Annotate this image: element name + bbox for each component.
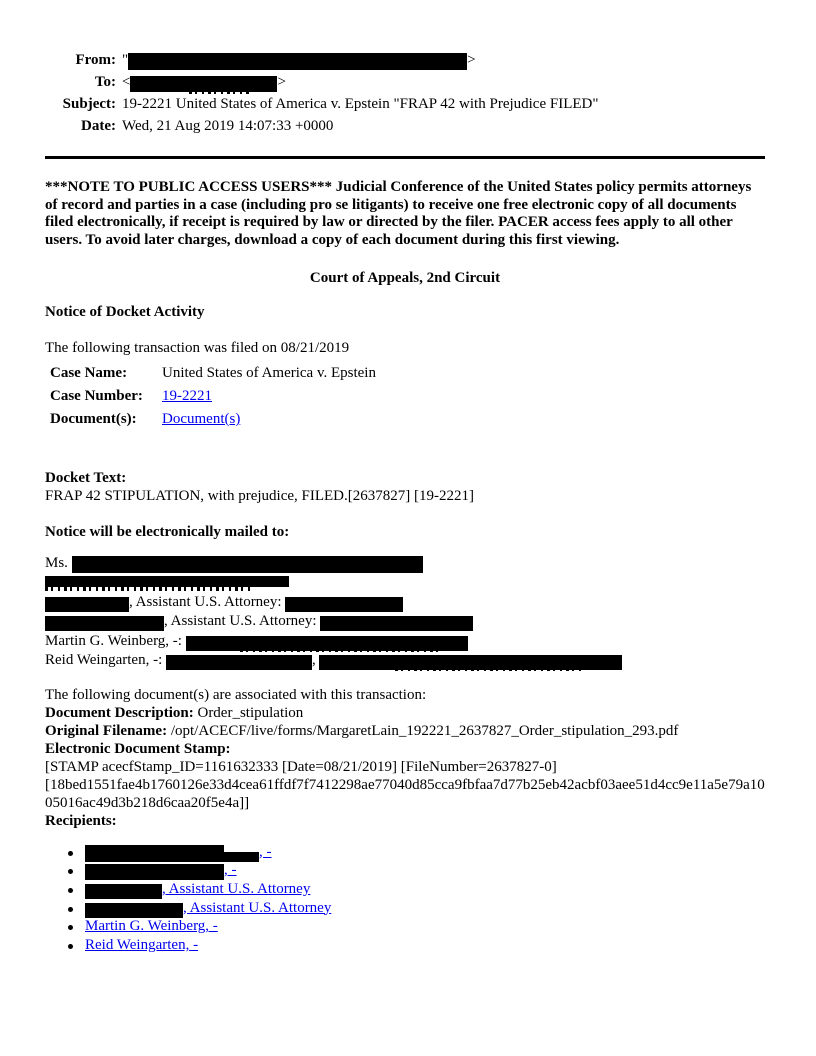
from-value: [121, 49, 766, 71]
stamp-label: Electronic Document Stamp:: [45, 740, 231, 757]
original-filename-line: [45, 722, 767, 740]
case-number-link[interactable]: 19-2221: [162, 388, 212, 404]
recipient-item: [45, 917, 766, 936]
redaction-bar-from: [128, 53, 467, 70]
email-header: [45, 49, 766, 137]
to-label: To:: [94, 74, 116, 90]
to-suffix: >: [277, 74, 286, 90]
case-name-label: Case Name:: [50, 365, 128, 381]
from-suffix: >: [467, 52, 476, 68]
documents-label: Document(s):: [50, 411, 137, 427]
bullet-icon: [68, 944, 73, 949]
mailed-to-heading: Notice will be electronically mailed to:: [45, 524, 290, 540]
redaction-bar: [45, 616, 164, 631]
mailed-line-4: [45, 612, 766, 632]
transaction-line: The following transaction was filed on 08/21/2019: [45, 340, 350, 356]
case-number-cell: [162, 385, 766, 408]
mailed-to-list: [45, 554, 766, 671]
redacted-text-remnant: [395, 667, 585, 671]
date-label: Date:: [81, 118, 116, 134]
redaction-bar: [320, 616, 473, 631]
redaction-bar: [72, 556, 423, 573]
redaction-bar: [166, 655, 312, 670]
mailed-line-6-separator: ,: [311, 652, 320, 668]
recipient-item: [45, 899, 766, 918]
to-value: [121, 71, 766, 93]
horizontal-rule: [45, 156, 765, 159]
documents-intro: The following document(s) are associated with this transaction:: [45, 686, 427, 703]
documents-section: [45, 686, 767, 830]
stamp-hash: [18bed1551fae4b1760126e33d4cea61ffdf7f7412298ae77040d85cca9fbfaa7d77b25eb42acbf03aee51d4cc9e11a5e79a1005016ac49d3b218d6caa20f5e4a]]: [45, 776, 765, 811]
from-label: From:: [75, 52, 116, 68]
document-description-label: Document Description:: [45, 704, 194, 721]
date-value: Wed, 21 Aug 2019 14:07:33 +0000: [122, 118, 334, 134]
documents-cell: [162, 408, 766, 431]
docket-text-body: FRAP 42 STIPULATION, with prejudice, FILED.[2637827] [19-2221]: [45, 488, 474, 504]
mailed-line-6-prefix: Reid Weingarten, -:: [45, 652, 166, 668]
recipient-item: [45, 861, 766, 880]
subject-label: Subject:: [62, 96, 116, 112]
case-info-table: [50, 362, 766, 431]
redaction-bar: [45, 576, 289, 587]
docket-text-heading: Docket Text:: [45, 470, 127, 486]
original-filename-label: Original Filename:: [45, 722, 168, 739]
recipients-list: [45, 843, 766, 955]
recipient-link[interactable]: Martin G. Weinberg, -: [85, 918, 218, 935]
from-prefix: ": [122, 52, 129, 68]
recipient-link[interactable]: , Assistant U.S. Attorney: [183, 899, 332, 916]
recipients-heading: Recipients:: [45, 812, 117, 829]
redaction-bar: [85, 845, 224, 862]
redaction-bar: [85, 864, 224, 880]
bullet-icon: [68, 925, 73, 930]
court-title: Court of Appeals, 2nd Circuit: [309, 270, 501, 286]
redaction-bar: [85, 884, 162, 899]
recipient-link[interactable]: Reid Weingarten, -: [85, 937, 199, 954]
mailed-line-6: [45, 651, 766, 671]
mailed-line-5: [45, 632, 766, 652]
case-name-value: United States of America v. Epstein: [162, 365, 376, 381]
mailed-line-1-prefix: Ms.: [45, 555, 72, 571]
redacted-text-remnant: [45, 587, 253, 591]
bullet-icon: [68, 869, 73, 874]
bullet-icon: [68, 851, 73, 856]
bullet-icon: [68, 907, 73, 912]
mailed-line-3: [45, 593, 766, 613]
redaction-bar: [285, 597, 403, 612]
mailed-line-4-text: , Assistant U.S. Attorney:: [164, 613, 321, 629]
case-number-label: Case Number:: [50, 388, 143, 404]
document-description-line: [45, 704, 767, 722]
original-filename-value: /opt/ACECF/live/forms/MargaretLain_192221_2637827_Order_stipulation_293.pdf: [167, 722, 679, 739]
redaction-bar: [224, 852, 259, 862]
mailed-line-5-prefix: Martin G. Weinberg, -:: [45, 632, 186, 649]
mailed-line-2: [45, 574, 766, 593]
redaction-bar: [45, 597, 129, 612]
stamp-line-1: [STAMP acecfStamp_ID=1161632333 [Date=08/21/2019] [FileNumber=2637827-0]: [45, 758, 557, 775]
recipient-item: [45, 843, 766, 862]
recipient-link[interactable]: , -: [224, 862, 237, 879]
subject-value: 19-2221 United States of America v. Epstein "FRAP 42 with Prejudice FILED": [122, 96, 599, 112]
public-access-note: ***NOTE TO PUBLIC ACCESS USERS*** Judicial Conference of the United States policy permits attorneys of record and parties in a case (including pro se litigants) to receive one free electronic copy of all documents filed electronically, if receipt is required by law or directed by the filer. PACER access fees apply to all other users. To avoid later charges, download a copy of each document during this first viewing.: [45, 179, 752, 248]
documents-link[interactable]: Document(s): [162, 411, 241, 427]
bullet-icon: [68, 888, 73, 893]
to-prefix: <: [122, 74, 131, 90]
recipient-link[interactable]: , -: [259, 843, 272, 860]
recipient-item: [45, 880, 766, 899]
recipient-item: [45, 936, 766, 955]
mailed-line-1: [45, 554, 766, 574]
mailed-line-3-text: , Assistant U.S. Attorney:: [129, 593, 286, 610]
recipient-link[interactable]: , Assistant U.S. Attorney: [162, 880, 311, 897]
redaction-bar: [85, 903, 183, 918]
docket-activity-heading: Notice of Docket Activity: [45, 304, 205, 320]
document-description-value: Order_stipulation: [193, 704, 304, 721]
